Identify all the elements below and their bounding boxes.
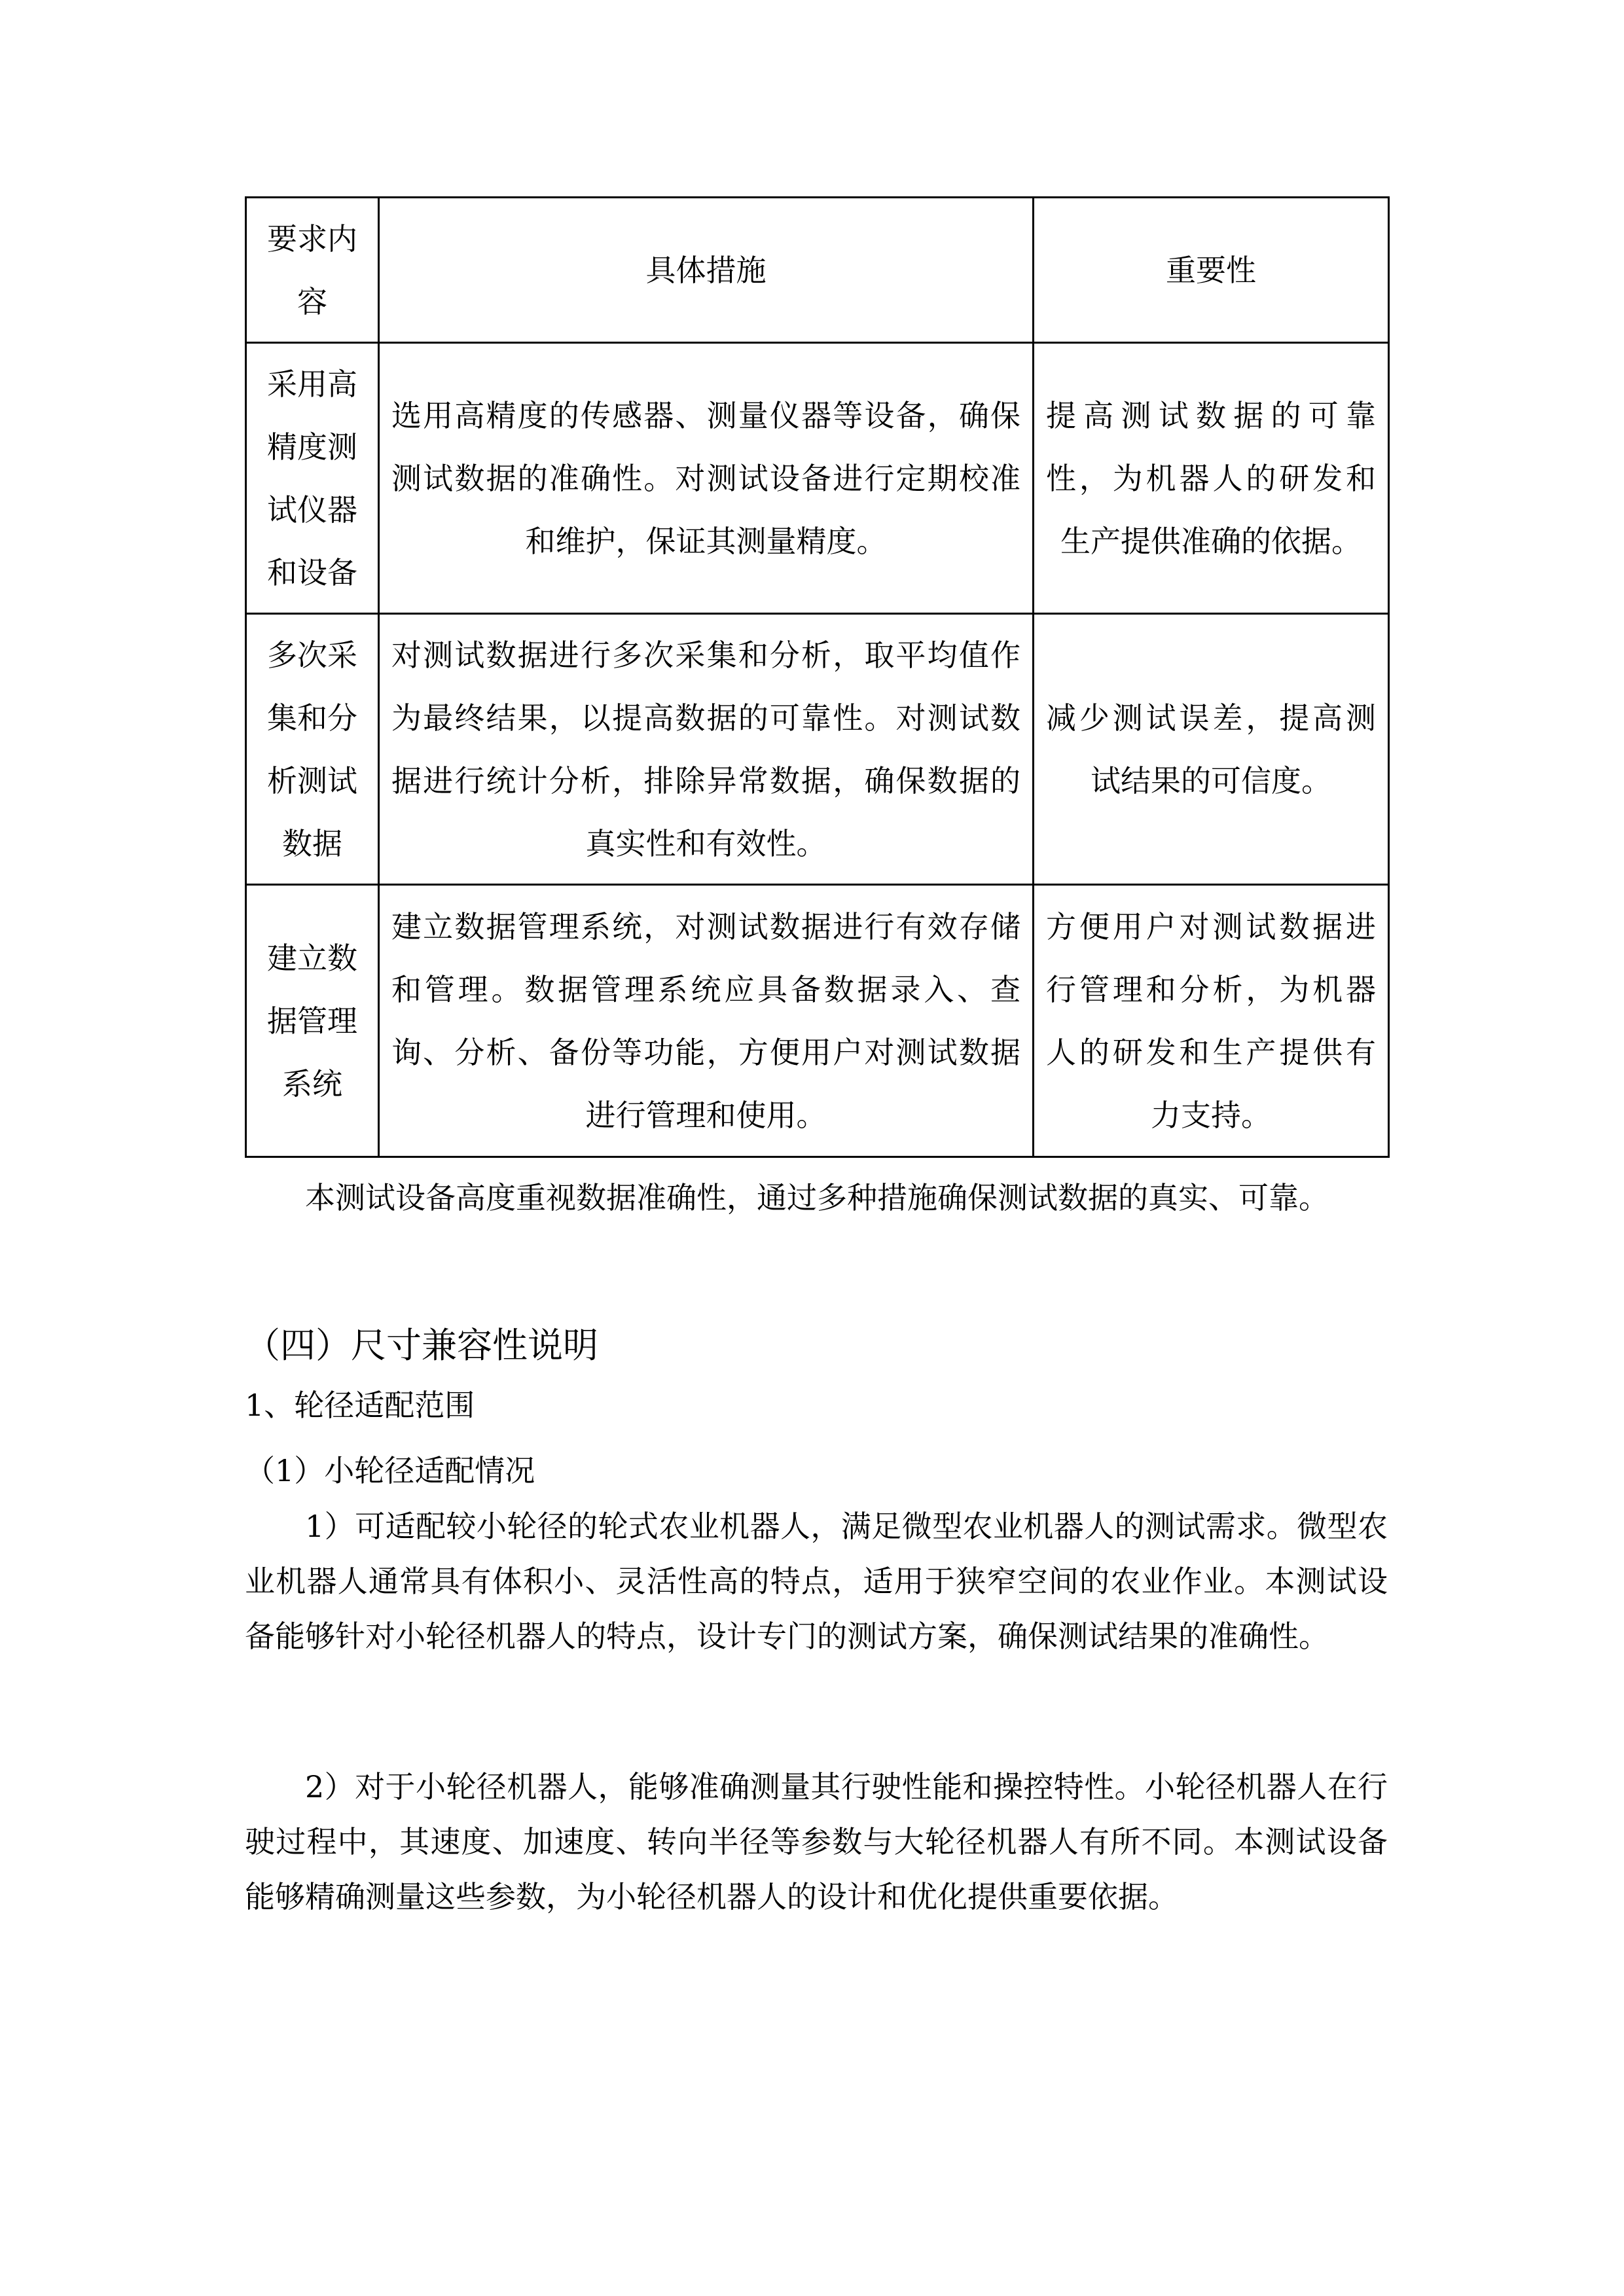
table-header-row xyxy=(246,198,1389,343)
row-importance: 方便用户对测试数据进行管理和分析，为机器人的研发和生产提供有力支持。 xyxy=(1034,885,1389,1157)
body-paragraph-2: 2）对于小轮径机器人，能够准确测量其行驶性能和操控特性。小轮径机器人在行驶过程中，其速度、加速度、转向半径等参数与大轮径机器人有所不同。本测试设备能够精确测量这些参数，为小轮径机器人的设计和优化提供重要依据。 xyxy=(245,1769,1388,1914)
header-requirement: 要求内容 xyxy=(246,198,379,343)
table-row xyxy=(246,614,1389,885)
subheading-small-wheel: （1）小轮径适配情况 xyxy=(245,1453,535,1488)
header-measure: 具体措施 xyxy=(379,198,1034,343)
row-measure: 建立数据管理系统，对测试数据进行有效存储和管理。数据管理系统应具备数据录入、查询、分析、备份等功能，方便用户对测试数据进行管理和使用。 xyxy=(379,885,1034,1157)
requirements-table xyxy=(245,196,1390,1158)
summary-paragraph: 本测试设备高度重视数据准确性，通过多种措施确保测试数据的真实、可靠。 xyxy=(305,1180,1329,1215)
body-paragraph-1: 1）可适配较小轮径的轮式农业机器人，满足微型农业机器人的测试需求。微型农业机器人通常具有体积小、灵活性高的特点，适用于狭窄空间的农业作业。本测试设备能够针对小轮径机器人的特点，设计专门的测试方案，确保测试结果的准确性。 xyxy=(245,1509,1388,1654)
row-requirement: 采用高精度测试仪器和设备 xyxy=(246,343,379,614)
row-measure: 选用高精度的传感器、测量仪器等设备，确保测试数据的准确性。对测试设备进行定期校准和维护，保证其测量精度。 xyxy=(379,343,1034,614)
row-requirement: 多次采集和分析测试数据 xyxy=(246,614,379,885)
row-requirement: 建立数据管理系统 xyxy=(246,885,379,1157)
table-row xyxy=(246,885,1389,1157)
header-importance: 重要性 xyxy=(1034,198,1389,343)
section-heading: （四）尺寸兼容性说明 xyxy=(245,1325,598,1366)
row-importance: 减少测试误差，提高测试结果的可信度。 xyxy=(1034,614,1389,885)
subheading-wheel-range: 1、轮径适配范围 xyxy=(245,1388,475,1423)
table-row xyxy=(246,343,1389,614)
row-importance: 提高测试数据的可靠性，为机器人的研发和生产提供准确的依据。 xyxy=(1034,343,1389,614)
row-measure: 对测试数据进行多次采集和分析，取平均值作为最终结果，以提高数据的可靠性。对测试数据进行统计分析，排除异常数据，确保数据的真实性和有效性。 xyxy=(379,614,1034,885)
